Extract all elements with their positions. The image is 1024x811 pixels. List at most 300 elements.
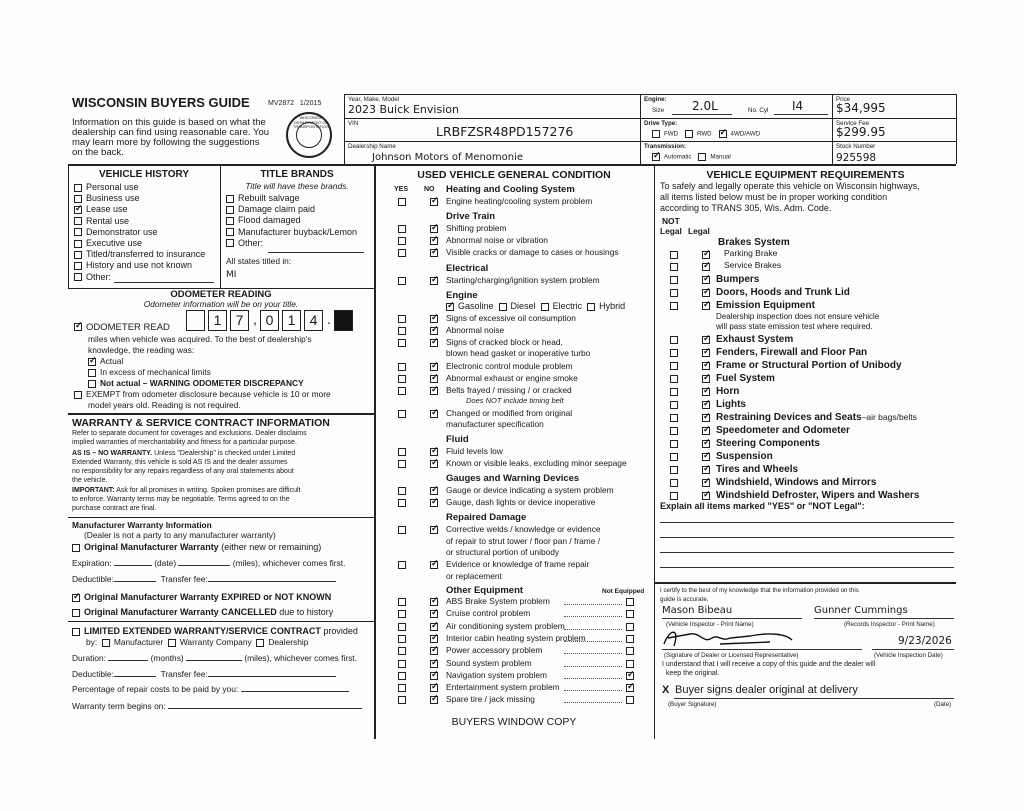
fuel-type-checkbox[interactable] xyxy=(446,303,454,311)
orig-warranty: Original Manufacturer Warranty (either new or remaining) xyxy=(72,542,321,552)
vehicle-history-checkbox[interactable] xyxy=(74,184,82,192)
title-brand-checkbox[interactable] xyxy=(226,206,234,214)
not-legal-checkbox[interactable] xyxy=(670,362,678,370)
not-equipped-checkbox[interactable] xyxy=(626,647,634,655)
equipment-item xyxy=(716,477,876,489)
not-legal-checkbox[interactable] xyxy=(670,276,678,284)
fuel-type-label: Gasoline xyxy=(458,301,494,311)
odometer-exempt: EXEMPT from odometer disclosure because vehicle is 10 or more xyxy=(74,390,331,400)
vin-label: VIN xyxy=(348,120,359,127)
yes-checkbox[interactable] xyxy=(398,623,406,631)
inspection-date-label: (Vehicle Inspection Date) xyxy=(874,652,943,659)
leader-dots xyxy=(564,641,622,642)
fuel-types xyxy=(446,301,630,311)
not-equipped-checkbox[interactable] xyxy=(626,672,634,680)
deductible-row: Deductible: Transfer fee: xyxy=(72,575,336,585)
records-inspector-name: Gunner Cummings xyxy=(814,605,908,616)
equipment-item xyxy=(724,249,777,259)
price-value: $34,995 xyxy=(836,101,886,115)
not-equipped-checkbox[interactable] xyxy=(626,660,634,668)
vehicle-history-label: Lease use xyxy=(86,204,128,215)
no-checkbox[interactable] xyxy=(430,635,438,643)
condition-item xyxy=(446,326,504,336)
legal-checkbox[interactable] xyxy=(702,362,710,370)
no-checkbox[interactable] xyxy=(430,526,438,534)
not-legal-checkbox[interactable] xyxy=(670,414,678,422)
yes-checkbox[interactable] xyxy=(398,387,406,395)
condition-item-cont-label: or replacement xyxy=(446,571,502,581)
gauges-title-label: Gauges and Warning Devices xyxy=(446,473,580,484)
cancelled-row: Original Manufacturer Warranty CANCELLED due to history xyxy=(72,607,333,617)
percentage-row: Percentage of repair costs to be paid by you: xyxy=(72,685,349,695)
vehicle-history-checkbox[interactable] xyxy=(74,217,82,225)
legal-checkbox[interactable] xyxy=(702,401,710,409)
odometer-digit: 7 xyxy=(230,310,249,331)
actual-checkbox[interactable] xyxy=(88,358,96,366)
legal-checkbox[interactable] xyxy=(702,414,710,422)
legal-checkbox[interactable] xyxy=(702,388,710,396)
vehicle-history-checkbox[interactable] xyxy=(74,251,82,259)
yes-checkbox[interactable] xyxy=(398,375,406,383)
not-legal-checkbox[interactable] xyxy=(670,440,678,448)
electrical-title xyxy=(446,264,488,275)
odometer-digit: 1 xyxy=(282,310,301,331)
condition-item-label: Gauge, dash lights or device inoperative xyxy=(446,497,596,507)
yes-checkbox[interactable] xyxy=(398,460,406,468)
cyl-value: I4 xyxy=(792,99,804,113)
title-brand-label: Manufacturer buyback/Lemon xyxy=(238,226,358,237)
odometer-read-checkbox[interactable] xyxy=(74,323,82,331)
no-checkbox[interactable] xyxy=(430,249,438,257)
yes-checkbox[interactable] xyxy=(398,696,406,704)
legal-checkbox[interactable] xyxy=(702,375,710,383)
fluid-title xyxy=(446,435,469,446)
vehicle-inspector-label: (Vehicle Inspector - Print Name) xyxy=(666,621,754,628)
condition-item-label: Signs of cracked block or head, xyxy=(446,337,563,347)
limited-checkbox[interactable] xyxy=(72,628,80,636)
vehicle-history-label: Executive use xyxy=(86,238,143,248)
fuel-type-checkbox[interactable] xyxy=(499,303,507,311)
vehicle-history-title: VEHICLE HISTORY xyxy=(98,169,189,180)
condition-item xyxy=(446,386,572,396)
yes-checkbox[interactable] xyxy=(398,561,406,569)
condition-item-cont xyxy=(446,349,590,359)
trans-label: Transmission: xyxy=(644,143,686,150)
other-equipment-item-label: Spare tire / jack missing xyxy=(446,694,535,705)
title-brand-checkbox[interactable] xyxy=(226,195,234,203)
condition-item-label: Abnormal noise or vibration xyxy=(446,235,548,245)
not-legal-checkbox[interactable] xyxy=(670,302,678,310)
important-3: purchase contract are final. xyxy=(72,505,157,512)
yes-checkbox[interactable] xyxy=(398,339,406,347)
not-equipped-checkbox[interactable] xyxy=(626,696,634,704)
service-fee-value: $299.95 xyxy=(836,125,886,139)
no-checkbox[interactable] xyxy=(430,487,438,495)
no-checkbox[interactable] xyxy=(430,610,438,618)
odometer-excess: In excess of mechanical limits xyxy=(88,368,211,378)
vehicle-history-checkbox[interactable] xyxy=(74,262,82,270)
excess-checkbox[interactable] xyxy=(88,369,96,377)
fuel-type-checkbox[interactable] xyxy=(587,303,595,311)
repaired-title-label: Repaired Damage xyxy=(446,512,527,523)
yes-checkbox[interactable] xyxy=(398,647,406,655)
equipment-item xyxy=(716,451,773,463)
vehicle-history-checkbox[interactable] xyxy=(74,228,82,236)
yes-checkbox[interactable] xyxy=(398,277,406,285)
engine-title-label: Engine xyxy=(446,290,478,301)
vehicle-history-item xyxy=(74,182,139,192)
title-brand-checkbox[interactable] xyxy=(226,228,234,236)
records-inspector-label: (Records Inspector - Print Name) xyxy=(844,621,935,628)
not-actual-checkbox[interactable] xyxy=(88,380,96,388)
as-is-4: the vehicle. xyxy=(72,477,108,484)
vehicle-history-item xyxy=(74,193,140,203)
price-label: Price xyxy=(836,96,851,103)
expired-checkbox[interactable] xyxy=(72,594,80,602)
engine-label: Engine: xyxy=(644,96,667,103)
equipment-item xyxy=(716,412,917,424)
no-checkbox[interactable] xyxy=(430,387,438,395)
equipment-label: Parking Brake xyxy=(724,248,778,258)
vehicle-history-label: Personal use xyxy=(86,182,139,192)
drive-fwd-checkbox[interactable] xyxy=(652,130,660,138)
odometer-digit: , xyxy=(253,311,257,327)
yes-checkbox[interactable] xyxy=(398,610,406,618)
heating-cooling-title-label: Heating and Cooling System xyxy=(446,184,575,195)
yes-checkbox[interactable] xyxy=(398,327,406,335)
yes-checkbox[interactable] xyxy=(398,499,406,507)
title-brand-item xyxy=(226,204,315,214)
no-checkbox[interactable] xyxy=(430,561,438,569)
equipment-item xyxy=(716,438,820,450)
condition-item-cont xyxy=(446,572,502,582)
condition-item xyxy=(446,459,627,469)
condition-item-cont-label: or structural portion of unibody xyxy=(446,547,560,557)
legal-checkbox[interactable] xyxy=(702,302,710,310)
yes-checkbox[interactable] xyxy=(398,225,406,233)
equipment-item xyxy=(718,237,790,249)
vehicle-history-checkbox[interactable] xyxy=(74,195,82,203)
odometer-digit: 1 xyxy=(208,310,227,331)
not-legal-checkbox[interactable] xyxy=(670,375,678,383)
title-brand-label: Other: xyxy=(238,237,264,248)
condition-item xyxy=(446,236,548,246)
service-fee-label: Service Fee xyxy=(836,120,870,127)
no-checkbox[interactable] xyxy=(430,460,438,468)
other-equipment-item-label: ABS Brake System problem xyxy=(446,596,550,606)
legal-checkbox[interactable] xyxy=(702,251,710,259)
dealership-label: Dealership Name xyxy=(348,143,396,150)
not-legal-checkbox[interactable] xyxy=(670,349,678,357)
vehicle-history-item xyxy=(74,204,128,214)
no-checkbox[interactable] xyxy=(430,647,438,655)
condition-item-label: Abnormal noise xyxy=(446,325,505,335)
drive-awd-checkbox[interactable] xyxy=(719,130,727,138)
no-checkbox[interactable] xyxy=(430,448,438,456)
yes-checkbox[interactable] xyxy=(398,198,406,206)
vin-value: LRBFZSR48PD157276 xyxy=(436,124,574,139)
other-equipment-item-label: Entertainment system problem xyxy=(446,682,560,693)
drive-train-title xyxy=(446,212,495,223)
leader-dots xyxy=(564,690,622,691)
fuel-type-checkbox[interactable] xyxy=(541,303,549,311)
dealership-value: Johnson Motors of Menomonie xyxy=(372,152,524,163)
warranty-p1a: Refer to separate document for coverages and exclusions. Dealer disclaims xyxy=(72,430,307,437)
fluid-title-label: Fluid xyxy=(446,434,469,445)
not-legal-checkbox[interactable] xyxy=(670,479,678,487)
as-is-3: no responsibility for any repairs regardless of any oral statements about xyxy=(72,468,294,475)
trans-options: ✓Automatic Manual xyxy=(652,153,731,161)
no-checkbox[interactable] xyxy=(430,237,438,245)
not-legal-checkbox[interactable] xyxy=(670,289,678,297)
equipment-label: Bumpers xyxy=(716,274,760,285)
title-brand-checkbox[interactable] xyxy=(226,239,234,247)
legal-checkbox[interactable] xyxy=(702,263,710,271)
no-checkbox[interactable] xyxy=(430,339,438,347)
vehicle-history-checkbox[interactable] xyxy=(74,273,82,281)
trans-manual-checkbox[interactable] xyxy=(698,153,706,161)
understand-1: I understand that I will receive a copy of this guide and the dealer will xyxy=(662,661,876,668)
inspection-date: 9/23/2026 xyxy=(898,635,952,647)
by-dealership-checkbox[interactable] xyxy=(256,639,264,647)
title-brand-item xyxy=(226,238,263,248)
not-legal-checkbox[interactable] xyxy=(670,453,678,461)
odometer-actual: ✓Actual xyxy=(88,357,123,367)
condition-item-label: Shifting problem xyxy=(446,223,507,233)
other-equipment-item xyxy=(446,695,535,705)
equipment-intro-2: all items listed below must be in proper working condition xyxy=(660,192,888,202)
vehicle-history-label: Other: xyxy=(86,271,112,282)
leader-dots xyxy=(564,702,622,703)
no-checkbox[interactable] xyxy=(430,696,438,704)
not-equipped-label: Not Equipped xyxy=(602,588,645,595)
legal-label-2: Legal xyxy=(688,226,710,236)
yes-checkbox[interactable] xyxy=(398,410,406,418)
other-equipment-item xyxy=(446,683,560,693)
odometer-text-1: miles when vehicle was acquired. To the best of dealership's xyxy=(88,334,312,344)
ymm-value: 2023 Buick Envision xyxy=(348,103,459,116)
equipment-item xyxy=(716,360,902,372)
yes-checkbox[interactable] xyxy=(398,672,406,680)
no-checkbox[interactable] xyxy=(430,598,438,606)
states-titled-value: MI xyxy=(226,270,237,280)
by-warranty-company-checkbox[interactable] xyxy=(168,639,176,647)
yes-checkbox[interactable] xyxy=(398,526,406,534)
not-legal-checkbox[interactable] xyxy=(670,251,678,259)
legal-checkbox[interactable] xyxy=(702,427,710,435)
size-value: 2.0L xyxy=(692,99,718,113)
yes-checkbox[interactable] xyxy=(398,598,406,606)
not-equipped-checkbox[interactable] xyxy=(626,598,634,606)
legal-checkbox[interactable] xyxy=(702,349,710,357)
no-checkbox[interactable] xyxy=(430,375,438,383)
equipment-label: Fenders, Firewall and Floor Pan xyxy=(716,347,868,358)
equipment-item xyxy=(716,490,919,502)
not-legal-checkbox[interactable] xyxy=(670,427,678,435)
odometer-tenths-box xyxy=(334,310,353,331)
legal-checkbox[interactable] xyxy=(702,440,710,448)
title-brand-label: Rebuilt salvage xyxy=(238,193,300,203)
trans-automatic-checkbox[interactable] xyxy=(652,153,660,161)
not-legal-checkbox[interactable] xyxy=(670,466,678,474)
equipment-label: Speedometer and Odometer xyxy=(716,425,850,436)
equipment-item xyxy=(724,261,781,271)
yes-checkbox[interactable] xyxy=(398,684,406,692)
heating-cooling-title xyxy=(446,185,575,196)
condition-item-label: Belts frayed / missing / or cracked xyxy=(446,385,572,395)
as-is-2: Extended Warranty, this vehicle is sold AS IS and the dealer assumes xyxy=(72,459,288,466)
no-checkbox[interactable] xyxy=(430,363,438,371)
equipment-label: Restraining Devices and Seats xyxy=(716,412,862,423)
not-equipped-header xyxy=(602,588,644,595)
no-checkbox[interactable] xyxy=(430,660,438,668)
equipment-item xyxy=(716,287,850,299)
equipment-item xyxy=(716,399,746,411)
used-condition-title: USED VEHICLE GENERAL CONDITION xyxy=(417,169,611,181)
no-header: NO xyxy=(424,186,435,193)
other-equipment-item xyxy=(446,597,550,607)
yes-checkbox[interactable] xyxy=(398,660,406,668)
fuel-type-label: Electric xyxy=(552,301,583,311)
no-checkbox[interactable] xyxy=(430,410,438,418)
warranty-title: WARRANTY & SERVICE CONTRACT INFORMATION xyxy=(72,417,330,429)
cyl-label: No. Cyl xyxy=(748,107,769,114)
vehicle-history-item xyxy=(74,260,192,270)
condition-item-cont-label: of repair to strut tower / floor pan / frame / xyxy=(446,536,601,546)
duration-row: Duration: (months) (miles), whichever comes first. xyxy=(72,653,357,663)
no-checkbox[interactable] xyxy=(430,327,438,335)
no-checkbox[interactable] xyxy=(430,225,438,233)
condition-item-label: Evidence or knowledge of frame repair xyxy=(446,559,590,569)
no-checkbox[interactable] xyxy=(430,198,438,206)
term-begins-row: Warranty term begins on: xyxy=(72,702,362,712)
odometer-read-label: ✓ODOMETER READ xyxy=(74,323,170,334)
yes-checkbox[interactable] xyxy=(398,448,406,456)
leader-dots xyxy=(564,653,622,654)
no-checkbox[interactable] xyxy=(430,277,438,285)
odometer-digit xyxy=(186,310,205,331)
yes-checkbox[interactable] xyxy=(398,363,406,371)
leader-dots xyxy=(564,604,622,605)
no-checkbox[interactable] xyxy=(430,684,438,692)
buyer-sig-label: (Buyer Signature) xyxy=(668,701,717,708)
equipment-item xyxy=(716,274,759,286)
no-checkbox[interactable] xyxy=(430,499,438,507)
emission-note-1 xyxy=(716,312,879,321)
title-brands-title: TITLE BRANDS xyxy=(260,169,334,180)
other-equipment-item xyxy=(446,609,530,619)
leader-dots xyxy=(564,616,622,617)
vehicle-history-checkbox[interactable] xyxy=(74,240,82,248)
stock-label: Stock Number xyxy=(836,143,876,150)
condition-item-cont xyxy=(446,420,544,430)
emission-note-2-label: will pass state emission test where required. xyxy=(716,322,873,331)
equipment-label: Steering Components xyxy=(716,438,820,449)
understand-2: keep the original. xyxy=(666,670,720,677)
drive-rwd-checkbox[interactable] xyxy=(685,130,693,138)
equipment-label: Brakes System xyxy=(718,237,790,248)
not-legal-checkbox[interactable] xyxy=(670,388,678,396)
legal-checkbox[interactable] xyxy=(702,479,710,487)
other-equipment-item-label: Navigation system problem xyxy=(446,669,548,680)
not-legal-checkbox[interactable] xyxy=(670,263,678,271)
odometer-digit: 0 xyxy=(260,310,279,331)
not-equipped-checkbox[interactable] xyxy=(626,610,634,618)
buyers-guide-form xyxy=(68,94,958,739)
odometer-digit: 4 xyxy=(304,310,323,331)
emission-note-2 xyxy=(716,322,873,331)
title-brand-item xyxy=(226,215,301,225)
no-checkbox[interactable] xyxy=(430,623,438,631)
legal-checkbox[interactable] xyxy=(702,492,710,500)
cancelled-checkbox[interactable] xyxy=(72,609,80,617)
not-equipped-checkbox[interactable] xyxy=(626,623,634,631)
title-brand-label: Flood damaged xyxy=(238,215,301,226)
condition-item-label: Signs of excessive oil consumption xyxy=(446,313,576,323)
odometer-subtitle: Odometer information will be on your title. xyxy=(143,299,299,309)
other-equipment-item-label: Power accessory problem xyxy=(446,645,543,656)
yes-checkbox[interactable] xyxy=(398,635,406,643)
not-equipped-checkbox[interactable] xyxy=(626,635,634,643)
vehicle-history-label: History and use not known xyxy=(86,260,193,271)
legal-checkbox[interactable] xyxy=(702,466,710,474)
orig-warranty-checkbox[interactable] xyxy=(72,544,80,552)
leader-dots xyxy=(564,666,622,667)
legal-checkbox[interactable] xyxy=(702,453,710,461)
drive-label: Drive Type: xyxy=(644,120,678,127)
condition-item xyxy=(446,447,503,457)
fuel-type-label: Hybrid xyxy=(599,301,626,311)
deductible-row-2: Deductible: Transfer fee: xyxy=(72,670,336,680)
limited-row: LIMITED EXTENDED WARRANTY/SERVICE CONTRACT provided xyxy=(72,626,358,636)
legal-label: Legal xyxy=(660,226,682,236)
yes-checkbox[interactable] xyxy=(398,487,406,495)
legal-checkbox[interactable] xyxy=(702,276,710,284)
not-equipped-checkbox[interactable] xyxy=(626,684,634,692)
equipment-label: Exhaust System xyxy=(716,334,794,345)
equipment-label: Emission Equipment xyxy=(716,300,815,311)
no-checkbox[interactable] xyxy=(430,672,438,680)
condition-item xyxy=(446,374,578,384)
other-equipment-item xyxy=(446,634,586,644)
no-checkbox[interactable] xyxy=(430,315,438,323)
leader-dots xyxy=(564,629,622,630)
equipment-intro-1: To safely and legally operate this vehicle on Wisconsin highways, xyxy=(660,181,920,191)
yes-checkbox[interactable] xyxy=(398,237,406,245)
wisconsin-dot-seal: WISCONSIN DEPARTMENT OF TRANSPORTATION xyxy=(286,112,332,158)
not-legal-checkbox[interactable] xyxy=(670,492,678,500)
buyer-sign-note: Buyer signs dealer original at delivery xyxy=(675,684,858,696)
important-2: to enforce. Warranty terms may be negotiable. Terms agreed to on the xyxy=(72,496,290,503)
equipment-label: Doors, Hoods and Trunk Lid xyxy=(716,287,850,298)
mfr-title: Manufacturer Warranty Information xyxy=(72,520,212,530)
other-equipment-item xyxy=(446,622,565,632)
not-legal-checkbox[interactable] xyxy=(670,401,678,409)
condition-item xyxy=(446,338,563,348)
exempt-checkbox[interactable] xyxy=(74,391,82,399)
important-1: IMPORTANT: Ask for all promises in writing. Spoken promises are difficult xyxy=(72,487,301,494)
not-legal-checkbox[interactable] xyxy=(670,336,678,344)
by-manufacturer-checkbox[interactable] xyxy=(102,639,110,647)
legal-checkbox[interactable] xyxy=(702,336,710,344)
warranty-p1b: implied warranties of merchantability and fitness for a particular purpose. xyxy=(72,439,297,446)
expiration-row: Expiration: (date) (miles), whichever comes first. xyxy=(72,558,346,568)
yes-checkbox[interactable] xyxy=(398,315,406,323)
vehicle-history-checkbox[interactable] xyxy=(74,206,82,214)
title-brand-checkbox[interactable] xyxy=(226,217,234,225)
legal-checkbox[interactable] xyxy=(702,289,710,297)
yes-checkbox[interactable] xyxy=(398,249,406,257)
